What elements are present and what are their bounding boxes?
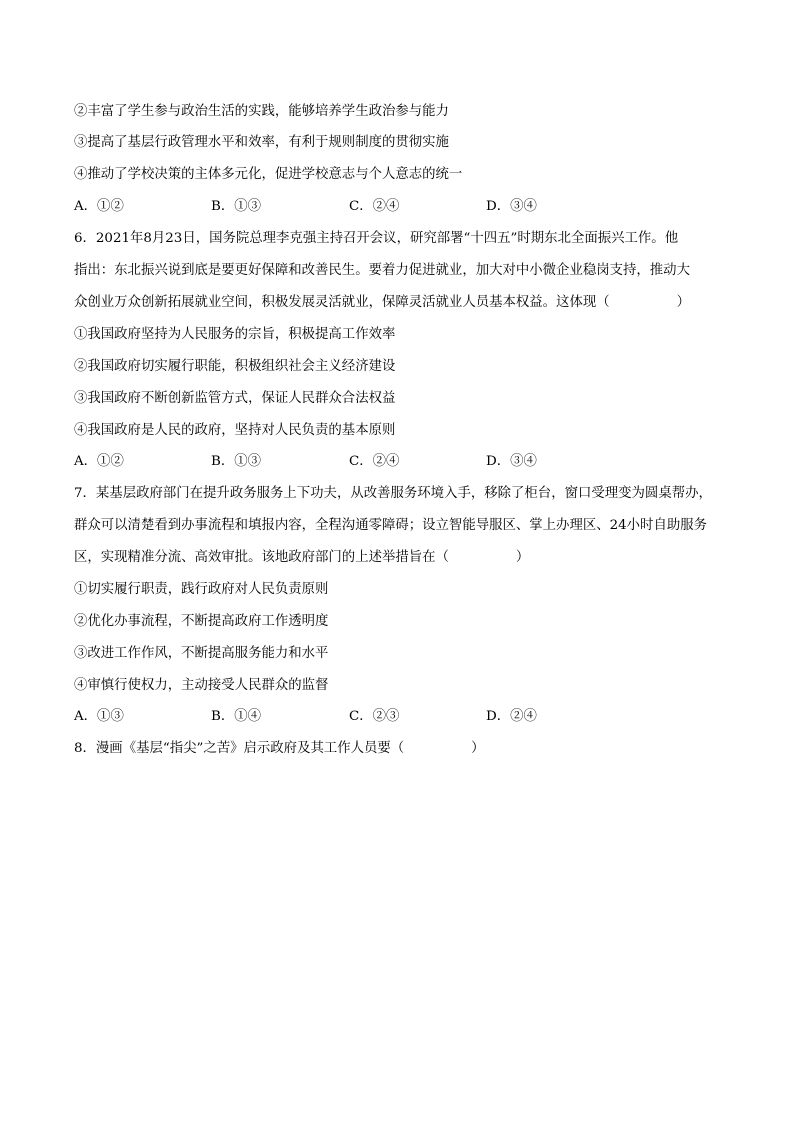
q7-option-4: ④审慎行使权力，主动接受人民群众的监督 — [74, 678, 329, 693]
q7-choice-c[interactable]: C．②③ — [349, 709, 400, 724]
q6-option-3: ③我国政府不断创新监管方式，保证人民群众合法权益 — [74, 391, 396, 406]
q6-stem-line-1: 6．2021年8月23日，国务院总理李克强主持召开会议，研究部署“十四五”时期东北全面振兴工作。他 — [74, 231, 679, 246]
q5-choice-a[interactable]: A．①② — [74, 199, 124, 214]
q7-choice-a[interactable]: A．①③ — [74, 709, 124, 724]
q7-choice-b[interactable]: B．①④ — [211, 709, 262, 724]
q6-choice-c[interactable]: C．②④ — [349, 454, 400, 469]
q7-stem-line-2: 群众可以清楚看到办事流程和填报内容，全程沟通零障碍；设立智能导服区、掌上办理区、24小时自助服务 — [74, 518, 708, 533]
q7-stem-line-1: 7．某基层政府部门在提升政务服务上下功夫，从改善服务环境入手，移除了柜台，窗口受理变为圆桌帮办， — [74, 486, 712, 501]
q5-choice-d[interactable]: D．③④ — [486, 199, 537, 214]
q6-option-4: ④我国政府是人民的政府，坚持对人民负责的基本原则 — [74, 423, 396, 438]
q6-choice-b[interactable]: B．①③ — [211, 454, 262, 469]
q5-option-3: ③提高了基层行政管理水平和效率，有利于规则制度的贯彻实施 — [74, 135, 449, 150]
q6-choice-a[interactable]: A．①② — [74, 454, 124, 469]
q7-option-3: ③改进工作作风，不断提高服务能力和水平 — [74, 646, 329, 661]
q5-option-2: ②丰富了学生参与政治生活的实践，能够培养学生政治参与能力 — [74, 104, 449, 119]
q6-option-2: ②我国政府切实履行职能，积极组织社会主义经济建设 — [74, 359, 396, 374]
q5-option-4: ④推动了学校决策的主体多元化，促进学校意志与个人意志的统一 — [74, 167, 463, 182]
q6-stem-line-2: 指出：东北振兴说到底是要更好保障和改善民生。要着力促进就业，加大对中小微企业稳岗支持，推动大 — [74, 263, 690, 278]
q5-choice-c[interactable]: C．②④ — [349, 199, 400, 214]
q5-choice-b[interactable]: B．①③ — [211, 199, 262, 214]
q8-stem: 8．漫画《基层“指尖”之苦》启示政府及其工作人员要（ ） — [74, 741, 485, 756]
q6-option-1: ①我国政府坚持为人民服务的宗旨，积极提高工作效率 — [74, 327, 396, 342]
q6-stem-line-3: 众创业万众创新拓展就业空间，积极发展灵活就业，保障灵活就业人员基本权益。这体现（ ） — [74, 295, 690, 310]
q7-stem-line-3: 区，实现精准分流、高效审批。该地政府部门的上述举措旨在（ ） — [74, 550, 530, 565]
q7-option-2: ②优化办事流程，不断提高政府工作透明度 — [74, 614, 329, 629]
q7-option-1: ①切实履行职责，践行政府对人民负责原则 — [74, 582, 329, 597]
q6-choice-d[interactable]: D．③④ — [486, 454, 537, 469]
q7-choice-d[interactable]: D．②④ — [486, 709, 537, 724]
